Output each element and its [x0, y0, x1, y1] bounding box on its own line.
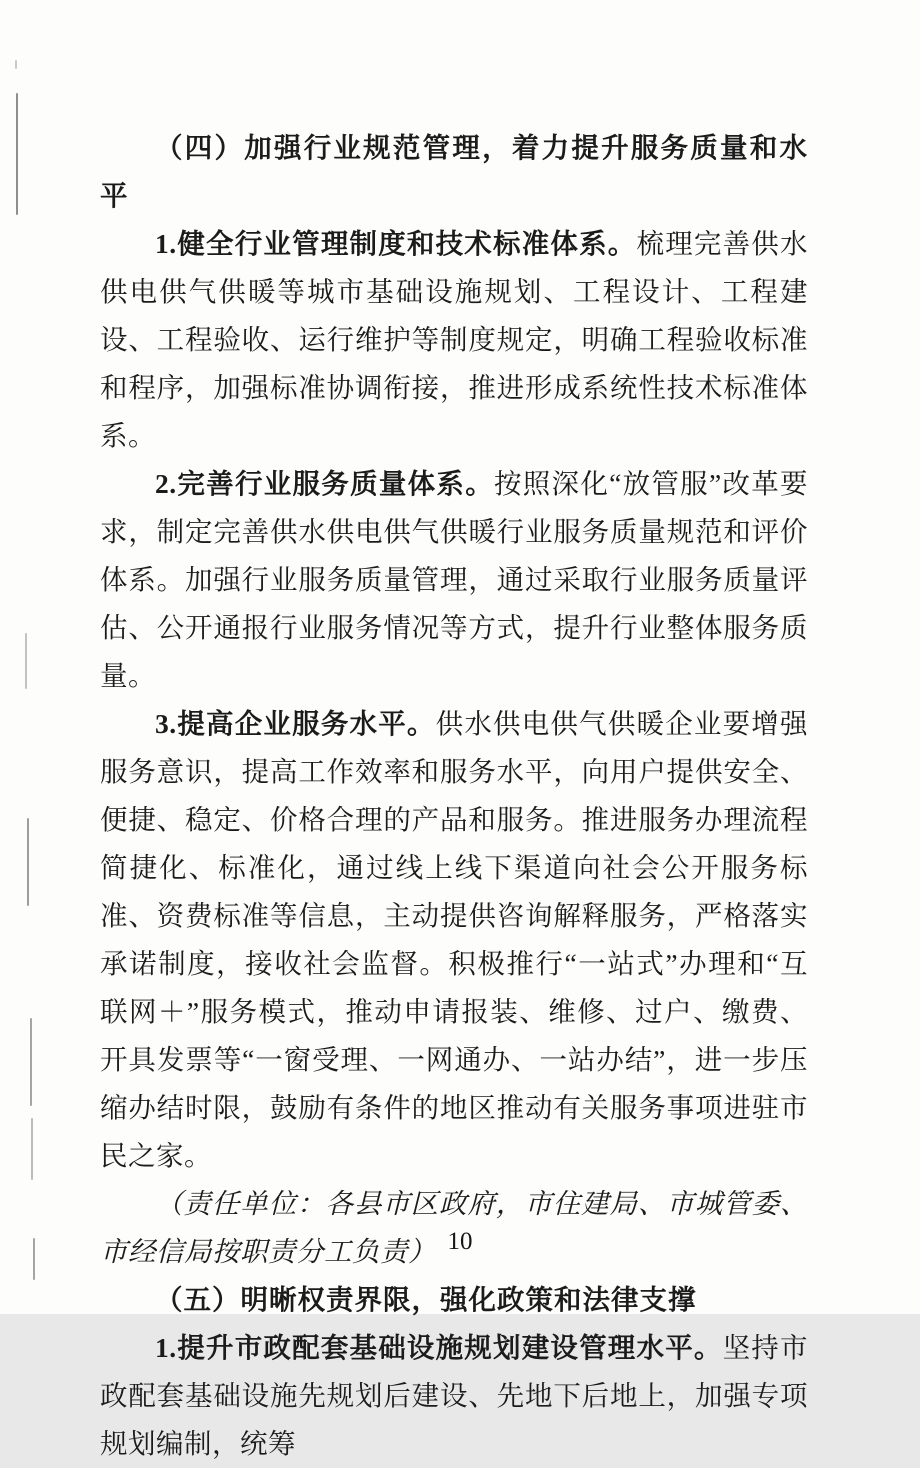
responsibility-unit-text: （责任单位：各县市区政府，市住建局、市城管委、市经信局按职责分工负责）	[100, 1188, 808, 1267]
scan-artifact	[30, 1018, 32, 1106]
paragraph-lead: 1.健全行业管理制度和技术标准体系。	[155, 228, 637, 259]
paragraph-service-quality-system	[100, 460, 808, 700]
scan-artifact	[16, 93, 18, 215]
paragraph-text: 按照深化“放管服”改革要求，制定完善供水供电供气供暖行业服务质量规范和评价体系。加强行业服务质量管理，通过采取行业服务质量评估、公开通报行业服务情况等方式，提升行业整体服务质量。	[100, 468, 808, 691]
paragraph-municipal-infrastructure-planning	[100, 1324, 808, 1468]
scan-artifact	[31, 1118, 33, 1180]
paragraph-text: 梳理完善供水供电供气供暖等城市基础设施规划、工程设计、工程建设、工程验收、运行维护等制度规定，明确工程验收标准和程序，加强标准协调衔接，推进形成系统性技术标准体系。	[100, 228, 809, 451]
paragraph-enterprise-service-level	[100, 700, 808, 1180]
paragraph-lead: 3.提高企业服务水平。	[155, 708, 436, 739]
section-heading-4	[100, 124, 808, 220]
document-body	[100, 124, 808, 1468]
paragraph-lead: 1.提升市政配套基础设施规划建设管理水平。	[155, 1332, 723, 1363]
scan-artifact	[15, 60, 17, 69]
paragraph-lead: 2.完善行业服务质量体系。	[155, 468, 494, 499]
section-heading-4-text: （四）加强行业规范管理，着力提升服务质量和水平	[100, 132, 808, 211]
paragraph-industry-management-system	[100, 220, 808, 460]
section-heading-5	[100, 1276, 808, 1324]
scan-artifact	[27, 818, 29, 906]
scan-artifact	[25, 633, 27, 689]
paragraph-text: 供水供电供气供暖企业要增强服务意识，提高工作效率和服务水平，向用户提供安全、便捷、稳定、价格合理的产品和服务。推进服务办理流程简捷化、标准化，通过线上线下渠道向社会公开服务标准、资费标准等信息，主动提供咨询解释服务，严格落实承诺制度，接收社会监督。积极推行“一站式”办理和“互联网＋”服务模式，推动申请报装、维修、过户、缴费、开具发票等“一窗受理、一网通办、一站办结”，进一步压缩办结时限，鼓励有条件的地区推动有关服务事项进驻市民之家。	[100, 708, 809, 1171]
section-heading-5-text: （五）明晰权责界限，强化政策和法律支撑	[155, 1284, 697, 1315]
paragraph-text: 坚持市政配套基础设施先规划后建设、先地下后地上，加强专项规划编制，统筹	[100, 1332, 809, 1459]
page-number: 10	[447, 1228, 473, 1255]
